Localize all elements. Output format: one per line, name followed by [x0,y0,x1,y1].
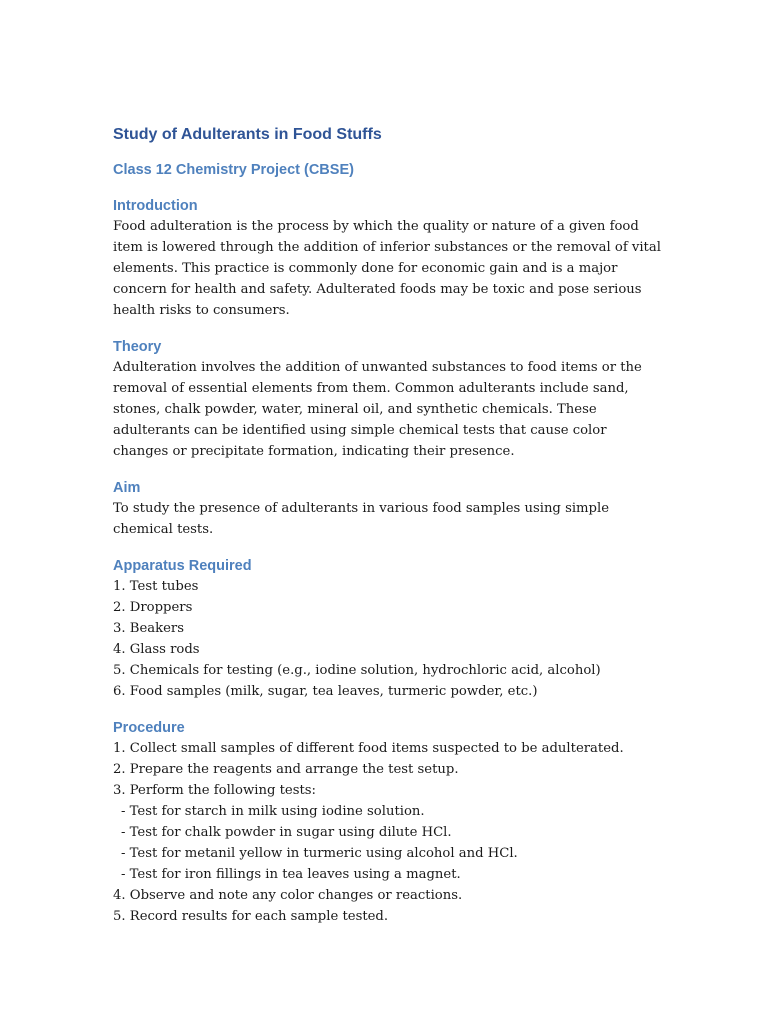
apparatus-item: 2. Droppers [113,600,193,615]
apparatus-heading: Apparatus Required [113,558,252,574]
procedure-substep: - Test for metanil yellow in turmeric using alcohol and HCl. [121,846,518,861]
theory-heading: Theory [113,339,162,355]
procedure-step: 5. Record results for each sample tested. [113,909,389,924]
aim-section [113,478,661,540]
procedure-step: 4. Observe and note any color changes or reactions. [113,888,463,903]
introduction-text: Food adulteration is the process by which the quality or nature of a given food item is lowered through the addition of inferior substances or the removal of vital elements. This practice is commonly done for economic gain and is a major concern for health and safety. Adulterated foods may be toxic and pose serious health risks to consumers. [113,219,661,318]
document-title: Study of Adulterants in Food Stuffs [113,126,382,143]
apparatus-item: 3. Beakers [113,621,184,636]
apparatus-item: 4. Glass rods [113,642,200,657]
document-page [113,124,661,927]
aim-text: To study the presence of adulterants in various food samples using simple chemical tests. [113,501,610,537]
apparatus-list [113,576,661,702]
apparatus-section [113,556,661,702]
procedure-substep: - Test for starch in milk using iodine solution. [121,804,425,819]
procedure-section [113,718,661,927]
procedure-step: 2. Prepare the reagents and arrange the test setup. [113,762,459,777]
procedure-substep: - Test for chalk powder in sugar using dilute HCl. [121,825,452,840]
apparatus-item: 5. Chemicals for testing (e.g., iodine solution, hydrochloric acid, alcohol) [113,663,601,678]
apparatus-item: 6. Food samples (milk, sugar, tea leaves, turmeric powder, etc.) [113,684,538,699]
procedure-step: 1. Collect small samples of different food items suspected to be adulterated. [113,741,624,756]
theory-section [113,337,661,462]
introduction-section [113,196,661,321]
procedure-heading: Procedure [113,720,185,736]
aim-heading: Aim [113,480,141,496]
procedure-list [113,738,661,927]
procedure-substep: - Test for iron fillings in tea leaves using a magnet. [121,867,461,882]
procedure-step: 3. Perform the following tests: [113,783,316,798]
apparatus-item: 1. Test tubes [113,579,199,594]
document-subtitle: Class 12 Chemistry Project (CBSE) [113,162,354,178]
theory-text: Adulteration involves the addition of unwanted substances to food items or the removal of essential elements from them. Common adulterants include sand, stones, chalk powder, water, mineral oil, and synthetic chemicals. These adulterants can be identified using simple chemical tests that cause color changes or precipitate formation, indicating their presence. [113,360,642,459]
introduction-heading: Introduction [113,198,198,214]
